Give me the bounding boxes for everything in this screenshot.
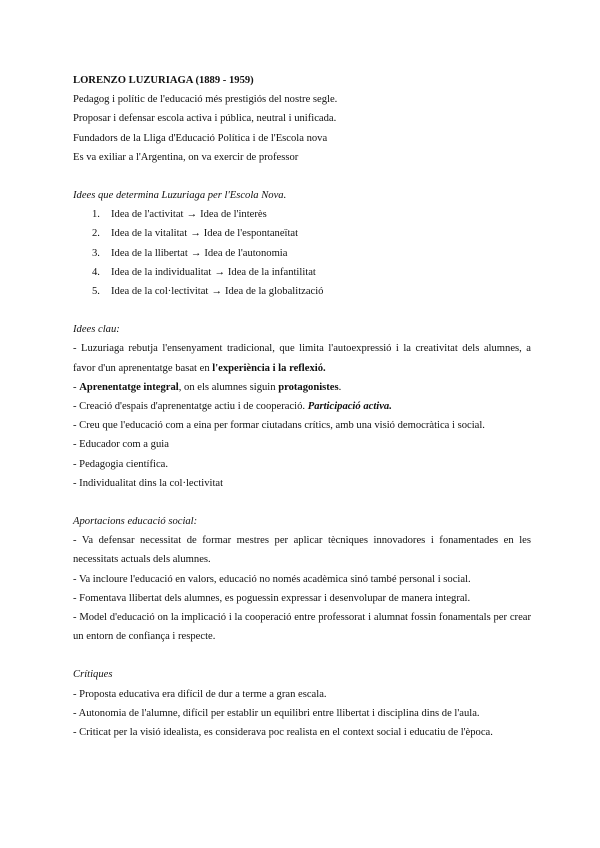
social-section-title: Aportacions educació social:: [73, 516, 198, 528]
key-idea-line: - Creu que l'educació com a eina per formar ciutadans crítics, amb una visió democràtica i social.: [73, 420, 485, 432]
period: .: [338, 381, 342, 393]
key-idea-line: [73, 339, 531, 377]
item-idea: Idea de la llibertat: [111, 247, 188, 259]
intro-line: Es va exiliar a l'Argentina, on va exercir de professor: [73, 151, 299, 163]
intro-line: Fundadors de la Lliga d'Educació Política i de l'Escola nova: [73, 132, 328, 144]
arrow-icon: →: [214, 266, 225, 278]
keys-section-title: Idees clau:: [73, 324, 120, 336]
key-idea-text: , on els alumnes siguin: [178, 381, 279, 393]
social-line: - Model d'educació on la implicació i la cooperació entre professorat i alumnat fossin fonamentals per crear un entorn de confiança i respecte.: [73, 612, 531, 643]
arrow-icon: →: [186, 209, 198, 221]
critique-line: - Criticat per la visió idealista, es considerava poc realista en el context social i educatiu de l'època.: [73, 727, 493, 739]
item-idea: Idea de la individualitat: [111, 266, 212, 278]
key-idea-line: [73, 397, 531, 416]
arrow-icon: →: [190, 228, 201, 240]
key-idea-text: - Creació d'espais d'aprenentatge actiu i de cooperació.: [73, 401, 308, 413]
list-item: [73, 244, 531, 263]
list-item: [73, 205, 531, 224]
item-result: Idea de l'interès: [200, 209, 267, 221]
intro-line: Pedagog i polític de l'educació més prestigiós del nostre segle.: [73, 94, 338, 106]
key-idea-line: - Individualitat dins la col·lectivitat: [73, 477, 224, 489]
arrow-icon: →: [211, 286, 222, 298]
key-idea-emphasis: Aprenentatge integral: [79, 381, 179, 393]
list-item: [73, 263, 531, 282]
ideas-list: [73, 205, 531, 301]
item-idea: Idea de la vitalitat: [111, 228, 188, 240]
critiques-section-title: Crítiques: [73, 669, 113, 681]
social-line: - Va incloure l'educació en valors, educació no només acadèmica sinó també personal i social.: [73, 573, 471, 585]
list-item: [73, 224, 531, 243]
key-idea-emphasis: protagonistes: [278, 381, 339, 393]
item-number: 4.: [92, 266, 100, 278]
key-idea-emphasis: Participació activa.: [307, 401, 392, 413]
item-number: 5.: [92, 286, 100, 298]
item-number: 2.: [92, 228, 100, 240]
item-number: 3.: [92, 247, 100, 259]
item-idea: Idea de la col·lectivitat: [111, 286, 209, 298]
key-idea-text: - Luzuriaga rebutja l'ensenyament tradicional, que limita l'autoexpressió i la creativitat dels alumnes, a favor d'un aprenentatge basat en: [73, 343, 531, 374]
social-line: - Va defensar necessitat de formar mestres per aplicar tècniques innovadores i fonamentades en les necessitats actuals dels alumnes.: [73, 535, 531, 566]
item-result: Idea de l'espontaneïtat: [203, 228, 299, 240]
key-idea-line: - Educador com a guia: [73, 439, 169, 451]
list-item: [73, 282, 531, 301]
ideas-section-title: Idees que determina Luzuriaga per l'Escola Nova.: [73, 190, 287, 202]
document-title: LORENZO LUZURIAGA (1889 - 1959): [73, 75, 254, 86]
item-result: Idea de la globalització: [224, 286, 324, 298]
arrow-icon: →: [190, 247, 202, 259]
document-page: [73, 71, 531, 742]
key-idea-line: - Pedagogia científica.: [73, 458, 169, 470]
key-idea-line: [73, 378, 531, 397]
item-result: Idea de la infantilitat: [227, 266, 316, 278]
item-idea: Idea de l'activitat: [111, 209, 184, 221]
dash: -: [73, 381, 80, 393]
item-number: 1.: [92, 209, 100, 221]
critique-line: - Autonomia de l'alumne, difícil per establir un equilibri entre llibertat i disciplina dins de l'aula.: [73, 707, 480, 719]
critique-line: - Proposta educativa era difícil de dur a terme a gran escala.: [73, 688, 327, 700]
social-line: - Fomentava llibertat dels alumnes, es poguessin expressar i desenvolupar de manera integral.: [73, 592, 471, 604]
item-result: Idea de l'autonomia: [204, 247, 288, 259]
intro-line: Proposar i defensar escola activa i pública, neutral i unificada.: [73, 113, 337, 125]
key-idea-emphasis: l'experiència i la reflexió.: [212, 362, 326, 374]
